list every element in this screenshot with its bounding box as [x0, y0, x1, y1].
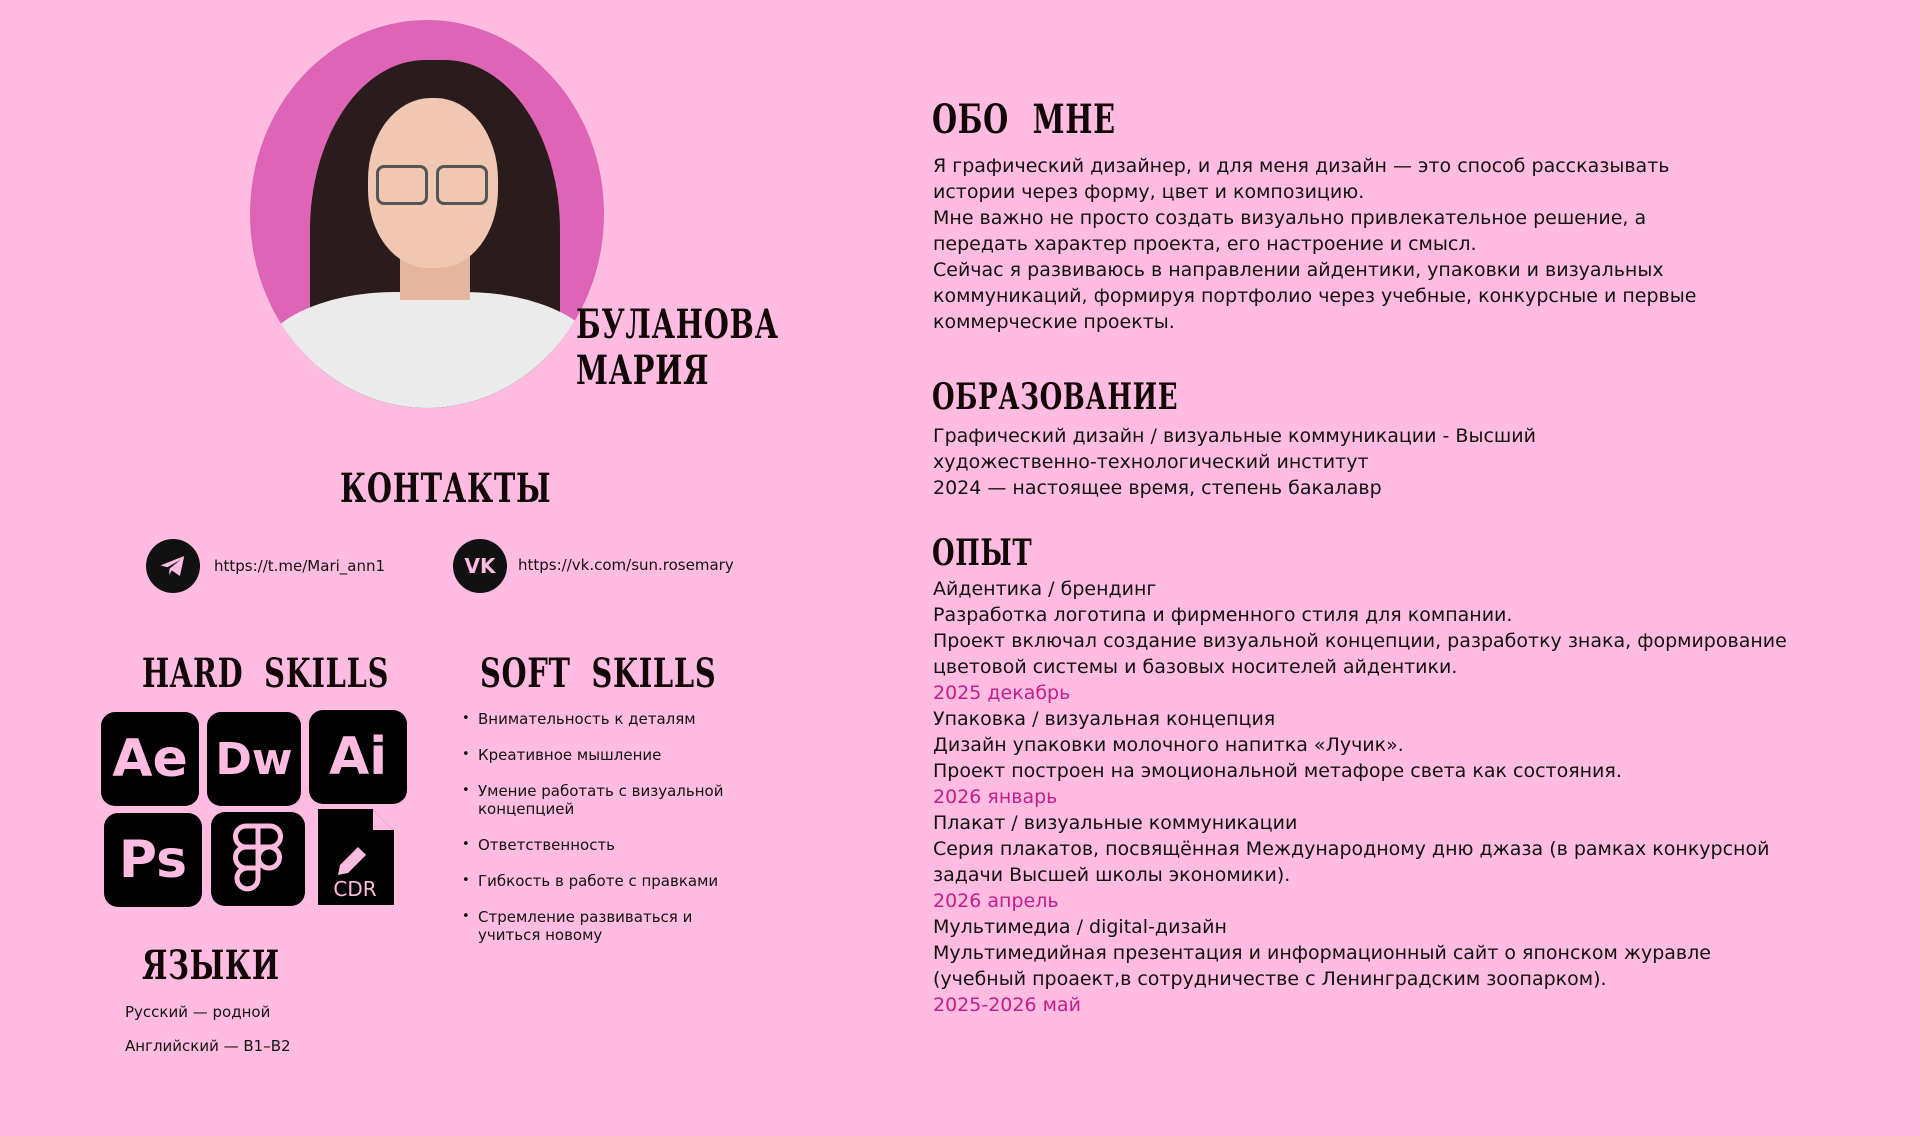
soft-skills-list	[462, 710, 792, 962]
soft-skills-title: SOFT SKILLS	[480, 650, 717, 697]
after-effects-icon: Ae	[101, 712, 199, 806]
about-title: ОБО МНЕ	[932, 96, 1116, 143]
experience-item-title: Упаковка / визуальная концепция	[933, 708, 1276, 730]
education-text: Графический дизайн / визуальные коммуникации - Высший художественно-технологический институт 2024 — настоящее время, степень бакалавр	[933, 425, 1536, 499]
about-text: Я графический дизайнер, и для меня дизайн — это способ рассказывать истории через форму, цвет и композицию. Мне важно не просто создать визуально привлекательное решение, а передать характер проекта, его настроение и смысл. Сейчас я развиваюсь в направлении айдентики, упаковки и визуальных коммуникаций, формируя портфолио через учебные, конкурсные и первые коммерческие проекты.	[933, 155, 1697, 333]
figma-icon	[211, 812, 305, 906]
language-item: Английский — B1–B2	[125, 1037, 291, 1055]
experience-item-title: Айдентика / брендинг	[933, 578, 1157, 600]
experience-title: ОПЫТ	[932, 532, 1033, 574]
languages-title: ЯЗЫКИ	[142, 942, 280, 989]
experience-item-date: 2025 декабрь	[933, 682, 1071, 704]
experience-item-title: Мультимедиа / digital-дизайн	[933, 916, 1227, 938]
experience-item-date: 2026 апрель	[933, 890, 1059, 912]
telegram-link[interactable]: https://t.me/Mari_ann1	[214, 557, 386, 575]
photo-glasses-right	[436, 165, 488, 205]
soft-skill-item: • Внимательность к деталям	[462, 710, 792, 728]
experience-item: Мультимедиа / digital-дизайн Мультимедийная презентация и информационный сайт о японском журавле (учебный проаект,в сотрудничестве с Ленинградским зоопарком). 2025-2026 май	[933, 914, 1908, 1018]
education-title: ОБРАЗОВАНИЕ	[932, 376, 1179, 418]
coreldraw-file-icon: CDR	[314, 807, 396, 907]
soft-skill-item: • Умение работать с визуальной концепцией	[462, 782, 778, 818]
language-item: Русский — родной	[125, 1003, 271, 1021]
experience-item-date: 2026 январь	[933, 786, 1058, 808]
photo-sweater	[260, 292, 600, 408]
experience-list	[933, 576, 1908, 1018]
photoshop-icon: Ps	[104, 813, 202, 907]
soft-skill-item: • Креативное мышление	[462, 746, 792, 764]
telegram-icon[interactable]	[146, 539, 200, 593]
hard-skills-title: HARD SKILLS	[142, 650, 390, 697]
photo-glasses-left	[376, 165, 428, 205]
profile-photo	[250, 20, 604, 408]
soft-skill-item: • Ответственность	[462, 836, 792, 854]
experience-item: Плакат / визуальные коммуникации Серия плакатов, посвящённая Международному дню джаза (в рамках конкурсной задачи Высшей школы экономики). 2026 апрель	[933, 810, 1908, 914]
experience-item: Упаковка / визуальная концепция Дизайн упаковки молочного напитка «Лучик». Проект построен на эмоциональной метафоре света как состояния. 2026 январь	[933, 706, 1908, 810]
vk-link[interactable]: https://vk.com/sun.rosemary	[518, 556, 734, 574]
name-line-1: БУЛАНОВА	[576, 301, 779, 348]
experience-item-date: 2025-2026 май	[933, 994, 1081, 1016]
soft-skill-item: • Стремление развиваться и учиться новому	[462, 908, 728, 944]
dreamweaver-icon: Dw	[207, 712, 301, 806]
name-line-2: МАРИЯ	[576, 347, 710, 394]
vk-icon[interactable]: VK	[453, 539, 507, 593]
soft-skill-item: • Гибкость в работе с правками	[462, 872, 792, 890]
contacts-title: КОНТАКТЫ	[340, 465, 552, 512]
profile-name	[576, 302, 779, 394]
experience-item-title: Плакат / визуальные коммуникации	[933, 812, 1298, 834]
experience-item: Айдентика / брендинг Разработка логотипа и фирменного стиля для компании. Проект включал создание визуальной концепции, разработку знака, формирование цветовой системы и базовых носителей айдентики. 2025 декабрь	[933, 576, 1908, 706]
illustrator-icon: Ai	[309, 710, 407, 804]
